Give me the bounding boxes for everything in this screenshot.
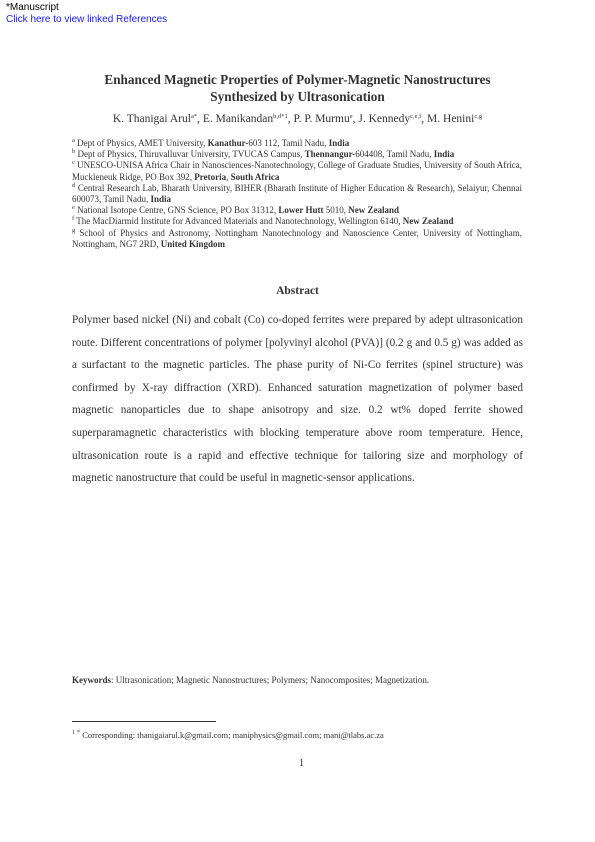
abstract-body: Polymer based nickel (Ni) and cobalt (Co) co-doped ferrites were prepared by adept ultrasonication route. Different concentrations of polymer [polyvinyl alcohol (PVA)] (0.2 g and 0.5 g) was added as a surfactant to the magnetic particles. The phase purity of Ni-Co ferrites (spinel structure) was confirmed by X-ray diffraction (XRD). Enhanced saturation magnetization of polymer based magnetic nanoparticles due to shape anisotropy and size. 0.2 wt% doped ferrite showed superparamagnetic characteristics with blocking temperature above room temperature. Hence, ultrasonication route is a rapid and effective technique for tailoring size and morphology of magnetic nanostructure that could be useful in magnetic-sensor applications. xyxy=(72,314,523,485)
affiliation-mark: g xyxy=(72,226,76,234)
affiliation-mark: f xyxy=(72,215,75,223)
affiliation-text: UNESCO-UNISA Africa Chair in Nanosciences-Nanotechnology, College of Graduate Studies, University of South Africa, Muckleneuk Ridge, PO Box 392, xyxy=(72,160,522,182)
keywords xyxy=(72,675,523,686)
affiliation-mark: c xyxy=(72,159,75,167)
affiliation-f xyxy=(72,216,522,227)
title-line-1: Enhanced Magnetic Properties of Polymer-Magnetic Nanostructures xyxy=(104,72,491,87)
keywords-list: : Ultrasonication; Magnetic Nanostructures; Polymers; Nanocomposites; Magnetization. xyxy=(111,675,430,685)
affiliation-text: The MacDiarmid Institute for Advanced Materials and Nanotechnology, Wellington 6140, xyxy=(74,216,403,227)
author-affil-marks: b,d*1 xyxy=(273,113,288,120)
author-name: J. Kennedy xyxy=(358,113,411,125)
affiliation-mark: d xyxy=(72,181,76,189)
affiliation-d xyxy=(72,183,522,205)
affiliation-text: 603 112, Tamil Nadu, xyxy=(248,138,329,148)
author-separator: , xyxy=(197,113,203,125)
affiliation-place: Pretoria xyxy=(194,171,227,182)
affiliations xyxy=(72,138,522,250)
footnote-text: Corresponding: thanigaiarul.k@gmail.com; maniphysics@gmail.com; mani@tlabs.ac.za xyxy=(80,730,384,740)
affiliation-text: Dept of Physics, Thiruvalluvar University, TVUCAS Campus, xyxy=(75,149,305,160)
footnote-rule xyxy=(72,721,216,722)
author-list xyxy=(40,112,555,126)
affiliation-country: India xyxy=(433,149,455,160)
author-affil-marks: a* xyxy=(190,113,198,120)
affiliation-c xyxy=(72,160,522,182)
manuscript-label: *Manuscript xyxy=(6,2,59,13)
footnote xyxy=(72,730,384,740)
affiliation-mark: b xyxy=(72,148,76,156)
affiliation-text: School of Physics and Astronomy, Nottingham Nanotechnology and Nanoscience Center, University of Nottingham, Nottingham, NG7 2RD, xyxy=(72,227,522,249)
view-references-link[interactable]: Click here to view linked References xyxy=(6,14,168,25)
affiliation-country: New Zealand xyxy=(402,216,454,227)
footnote-mark: 1 * xyxy=(72,729,81,736)
keywords-label: Keywords xyxy=(72,675,111,685)
author-separator: , xyxy=(421,113,428,125)
abstract-heading: Abstract xyxy=(276,285,319,297)
author-separator: , xyxy=(287,113,294,125)
affiliation-b xyxy=(72,149,522,160)
affiliation-text: 604408, Tamil Nadu, xyxy=(355,149,434,160)
affiliation-mark: a xyxy=(72,137,75,144)
affiliation-e xyxy=(72,205,522,216)
author-name: M. Henini xyxy=(427,113,475,125)
author-affil-marks: e xyxy=(349,113,353,120)
affiliation-text: National Isotope Centre, GNS Science, PO Box 31312, xyxy=(74,205,279,216)
author-name: E. Manikandan xyxy=(202,113,274,125)
author-separator: , xyxy=(352,113,359,125)
paper-title xyxy=(60,71,535,105)
page-number: 1 xyxy=(298,757,305,769)
author-name: P. P. Murmu xyxy=(293,113,350,125)
affiliation-place: Kanathur- xyxy=(207,138,249,148)
affiliation-a xyxy=(72,138,522,149)
affiliation-country: India xyxy=(328,138,350,148)
author-affil-marks: c,g xyxy=(474,113,483,120)
affiliation-place: Lower Hutt xyxy=(278,205,324,216)
affiliation-g xyxy=(72,228,522,250)
affiliation-text: , xyxy=(226,171,231,182)
author-affil-marks: c,e,f xyxy=(410,113,422,120)
title-line-2: Synthesized by Ultrasonication xyxy=(210,89,385,104)
affiliation-text: 5010, xyxy=(323,205,349,216)
affiliation-country: New Zealand xyxy=(348,205,399,216)
affiliation-mark: e xyxy=(72,204,75,212)
author-name: K. Thanigai Arul xyxy=(112,113,191,125)
affiliation-country: United Kingdom xyxy=(160,238,226,249)
affiliation-place: Thennangur- xyxy=(304,149,356,160)
affiliation-country: India xyxy=(150,194,171,205)
affiliation-text: Dept of Physics, AMET University, xyxy=(74,138,208,148)
affiliation-country: South Africa xyxy=(230,171,280,182)
affiliation-text: Central Research Lab, Bharath University, BIHER (Bharath Institute of Higher Education & Research), Selaiyur, Chennai 600073, Tamil Nadu, xyxy=(72,182,522,205)
